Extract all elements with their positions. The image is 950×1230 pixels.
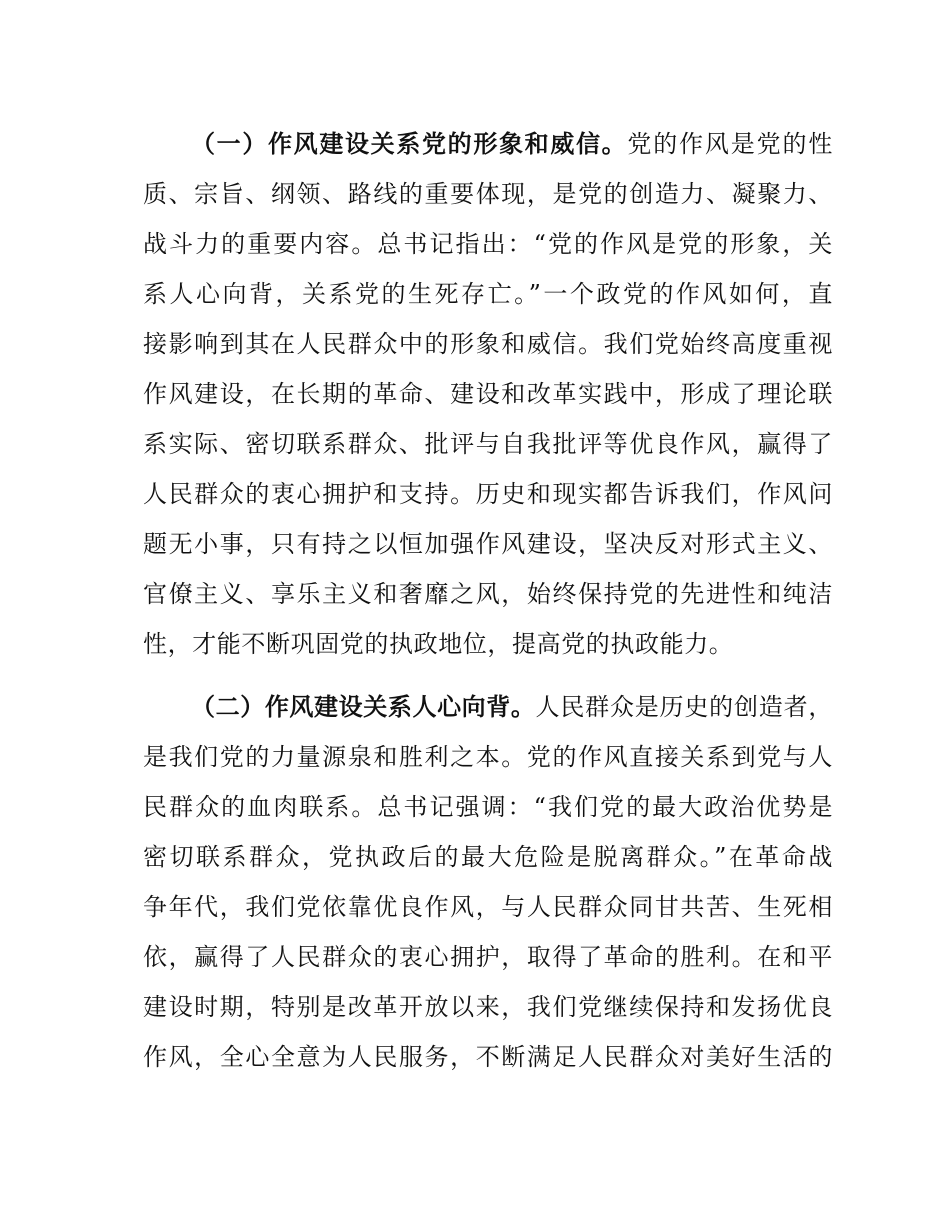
paragraph-1-line-7: 系实际、密切联系群众、批评与自我批评等优良作风，赢得了 <box>143 430 833 458</box>
paragraph-2-line-4: 密切联系群众，党执政后的最大危险是脱离群众。”在革命战 <box>143 843 833 871</box>
paragraph-1-line-8: 人民群众的衷心拥护和支持。历史和现实都告诉我们，作风问 <box>143 480 833 508</box>
paragraph-1-line-1 <box>191 126 833 162</box>
paragraph-1-line-4: 系人心向背，关系党的生死存亡。”一个政党的作风如何，直 <box>143 280 833 308</box>
paragraph-2-line-2: 是我们党的力量源泉和胜利之本。党的作风直接关系到党与人 <box>143 743 833 771</box>
paragraph-1-line-6: 作风建设，在长期的革命、建设和改革实践中，形成了理论联 <box>143 380 833 408</box>
paragraph-2-line-1 <box>191 689 833 725</box>
paragraph-2-heading: （二）作风建设关系人心向背。 <box>191 693 536 721</box>
paragraph-2-line-3: 民群众的血肉联系。总书记强调：“我们党的最大政治优势是 <box>143 793 833 821</box>
paragraph-1-line-10: 官僚主义、享乐主义和奢靡之风，始终保持党的先进性和纯洁 <box>143 580 833 608</box>
paragraph-2-text: 人民群众是历史的创造者， <box>535 693 833 721</box>
paragraph-1-text: 党的作风是党的性 <box>627 130 833 158</box>
paragraph-1-line-11: 性，才能不断巩固党的执政地位，提高党的执政能力。 <box>143 630 734 658</box>
paragraph-2-line-5: 争年代，我们党依靠优良作风，与人民群众同甘共苦、生死相 <box>143 893 833 921</box>
paragraph-1-line-3: 战斗力的重要内容。总书记指出：“党的作风是党的形象，关 <box>143 230 833 258</box>
paragraph-1-line-9: 题无小事，只有持之以恒加强作风建设，坚决反对形式主义、 <box>143 530 833 558</box>
paragraph-1-line-2: 质、宗旨、纲领、路线的重要体现，是党的创造力、凝聚力、 <box>143 180 833 208</box>
paragraph-1-heading: （一）作风建设关系党的形象和威信。 <box>191 130 628 158</box>
paragraph-1-line-5: 接影响到其在人民群众中的形象和威信。我们党始终高度重视 <box>143 330 833 358</box>
paragraph-2-line-6: 依，赢得了人民群众的衷心拥护，取得了革命的胜利。在和平 <box>143 943 833 971</box>
paragraph-2-line-8: 作风，全心全意为人民服务，不断满足人民群众对美好生活的 <box>143 1043 833 1071</box>
paragraph-2-line-7: 建设时期，特别是改革开放以来，我们党继续保持和发扬优良 <box>143 993 833 1021</box>
